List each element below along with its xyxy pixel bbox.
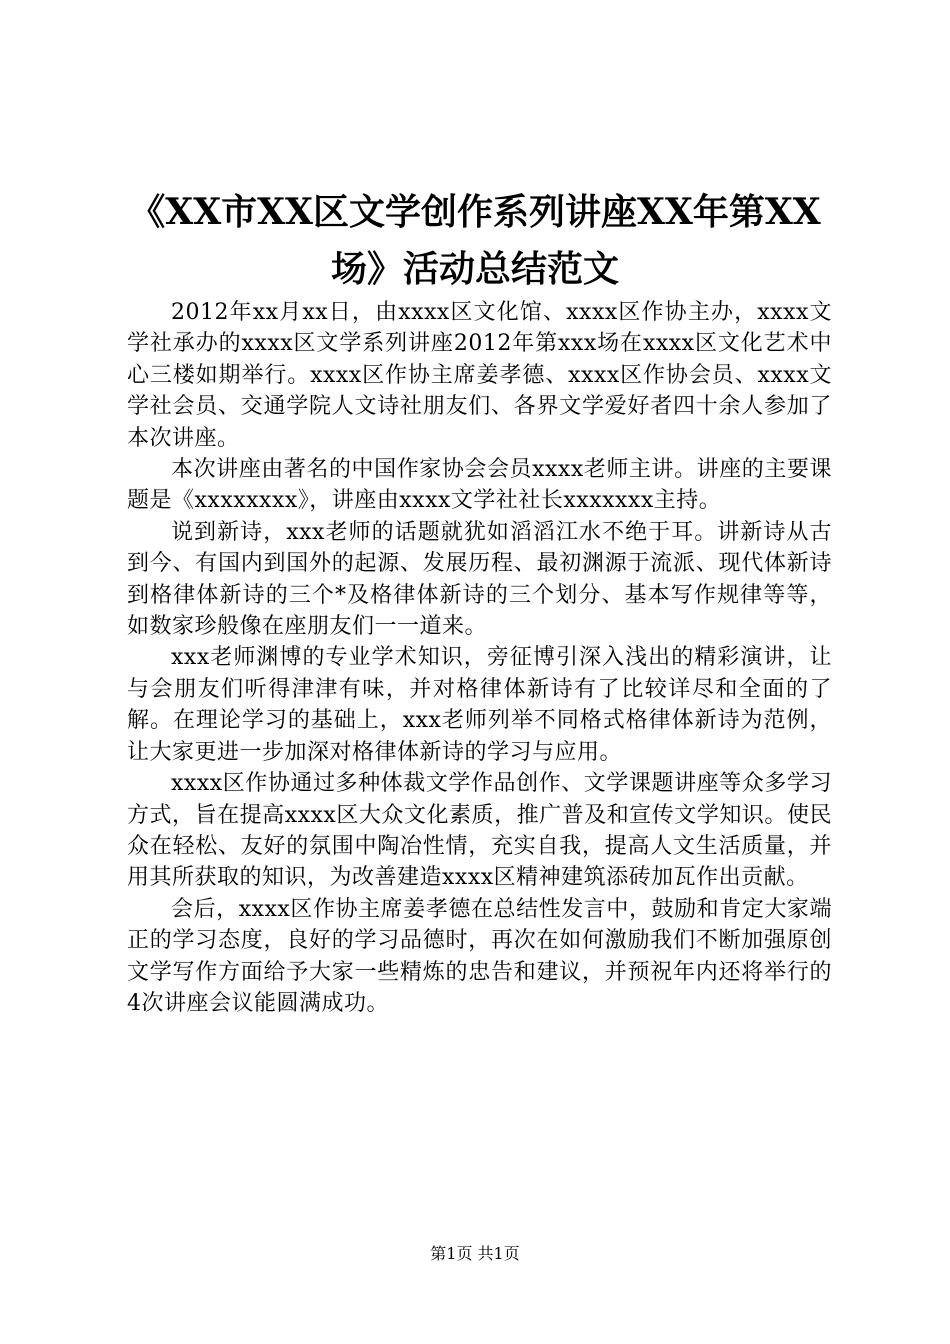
page-footer: 第1页 共1页 bbox=[430, 1244, 520, 1263]
paragraph-1: 2012年xx月xx日，由xxxx区文化馆、xxxx区作协主办，xxxx文学社承办的xxxx区文学系列讲座2012年第xxx场在xxxx区文化艺术中心三楼如期举行。xxxx区作协主席姜孝德、xxxx区作协会员、xxxx文学社会员、交通学院人文诗社朋友们、各界文学爱好者四十余人参加了本次讲座。 bbox=[127, 300, 832, 451]
paragraph-4: xxx老师渊博的专业学术知识，旁征博引深入浅出的精彩演讲，让与会朋友们听得津津有味，并对格律体新诗有了比较详尽和全面的了解。在理论学习的基础上，xxx老师列举不同格式格律体新诗为范例，让大家更进一步加深对格律体新诗的学习与应用。 bbox=[127, 645, 832, 765]
paragraph-2: 本次讲座由著名的中国作家协会会员xxxx老师主讲。讲座的主要课题是《xxxxxxxx》，讲座由xxxx文学社社长xxxxxxx主持。 bbox=[127, 457, 832, 514]
document-title-line-2: 场》活动总结范文 bbox=[330, 248, 619, 290]
paragraph-5: xxxx区作协通过多种体裁文学作品创作、文学课题讲座等众多学习方式，旨在提高xxxx区大众文化素质，推广普及和宣传文学知识。使民众在轻松、友好的氛围中陶冶性情，充实自我，提高人文生活质量，并用其所获取的知识，为改善建造xxxx区精神建筑添砖加瓦作出贡献。 bbox=[127, 771, 832, 891]
paragraph-6: 会后，xxxx区作协主席姜孝德在总结性发言中，鼓励和肯定大家端正的学习态度，良好的学习品德时，再次在如何激励我们不断加强原创文学写作方面给予大家一些精炼的忠告和建议，并预祝年内还将举行的4次讲座会议能圆满成功。 bbox=[127, 896, 832, 1016]
paragraph-3: 说到新诗，xxx老师的话题就犹如滔滔江水不绝于耳。讲新诗从古到今、有国内到国外的起源、发展历程、最初渊源于流派、现代体新诗到格律体新诗的三个*及格律体新诗的三个划分、基本写作规律等等，如数家珍般像在座朋友们一一道来。 bbox=[127, 519, 832, 640]
document-title-line-1: 《XX市XX区文学创作系列讲座XX年第XX bbox=[129, 191, 821, 233]
document-body bbox=[127, 297, 832, 1019]
